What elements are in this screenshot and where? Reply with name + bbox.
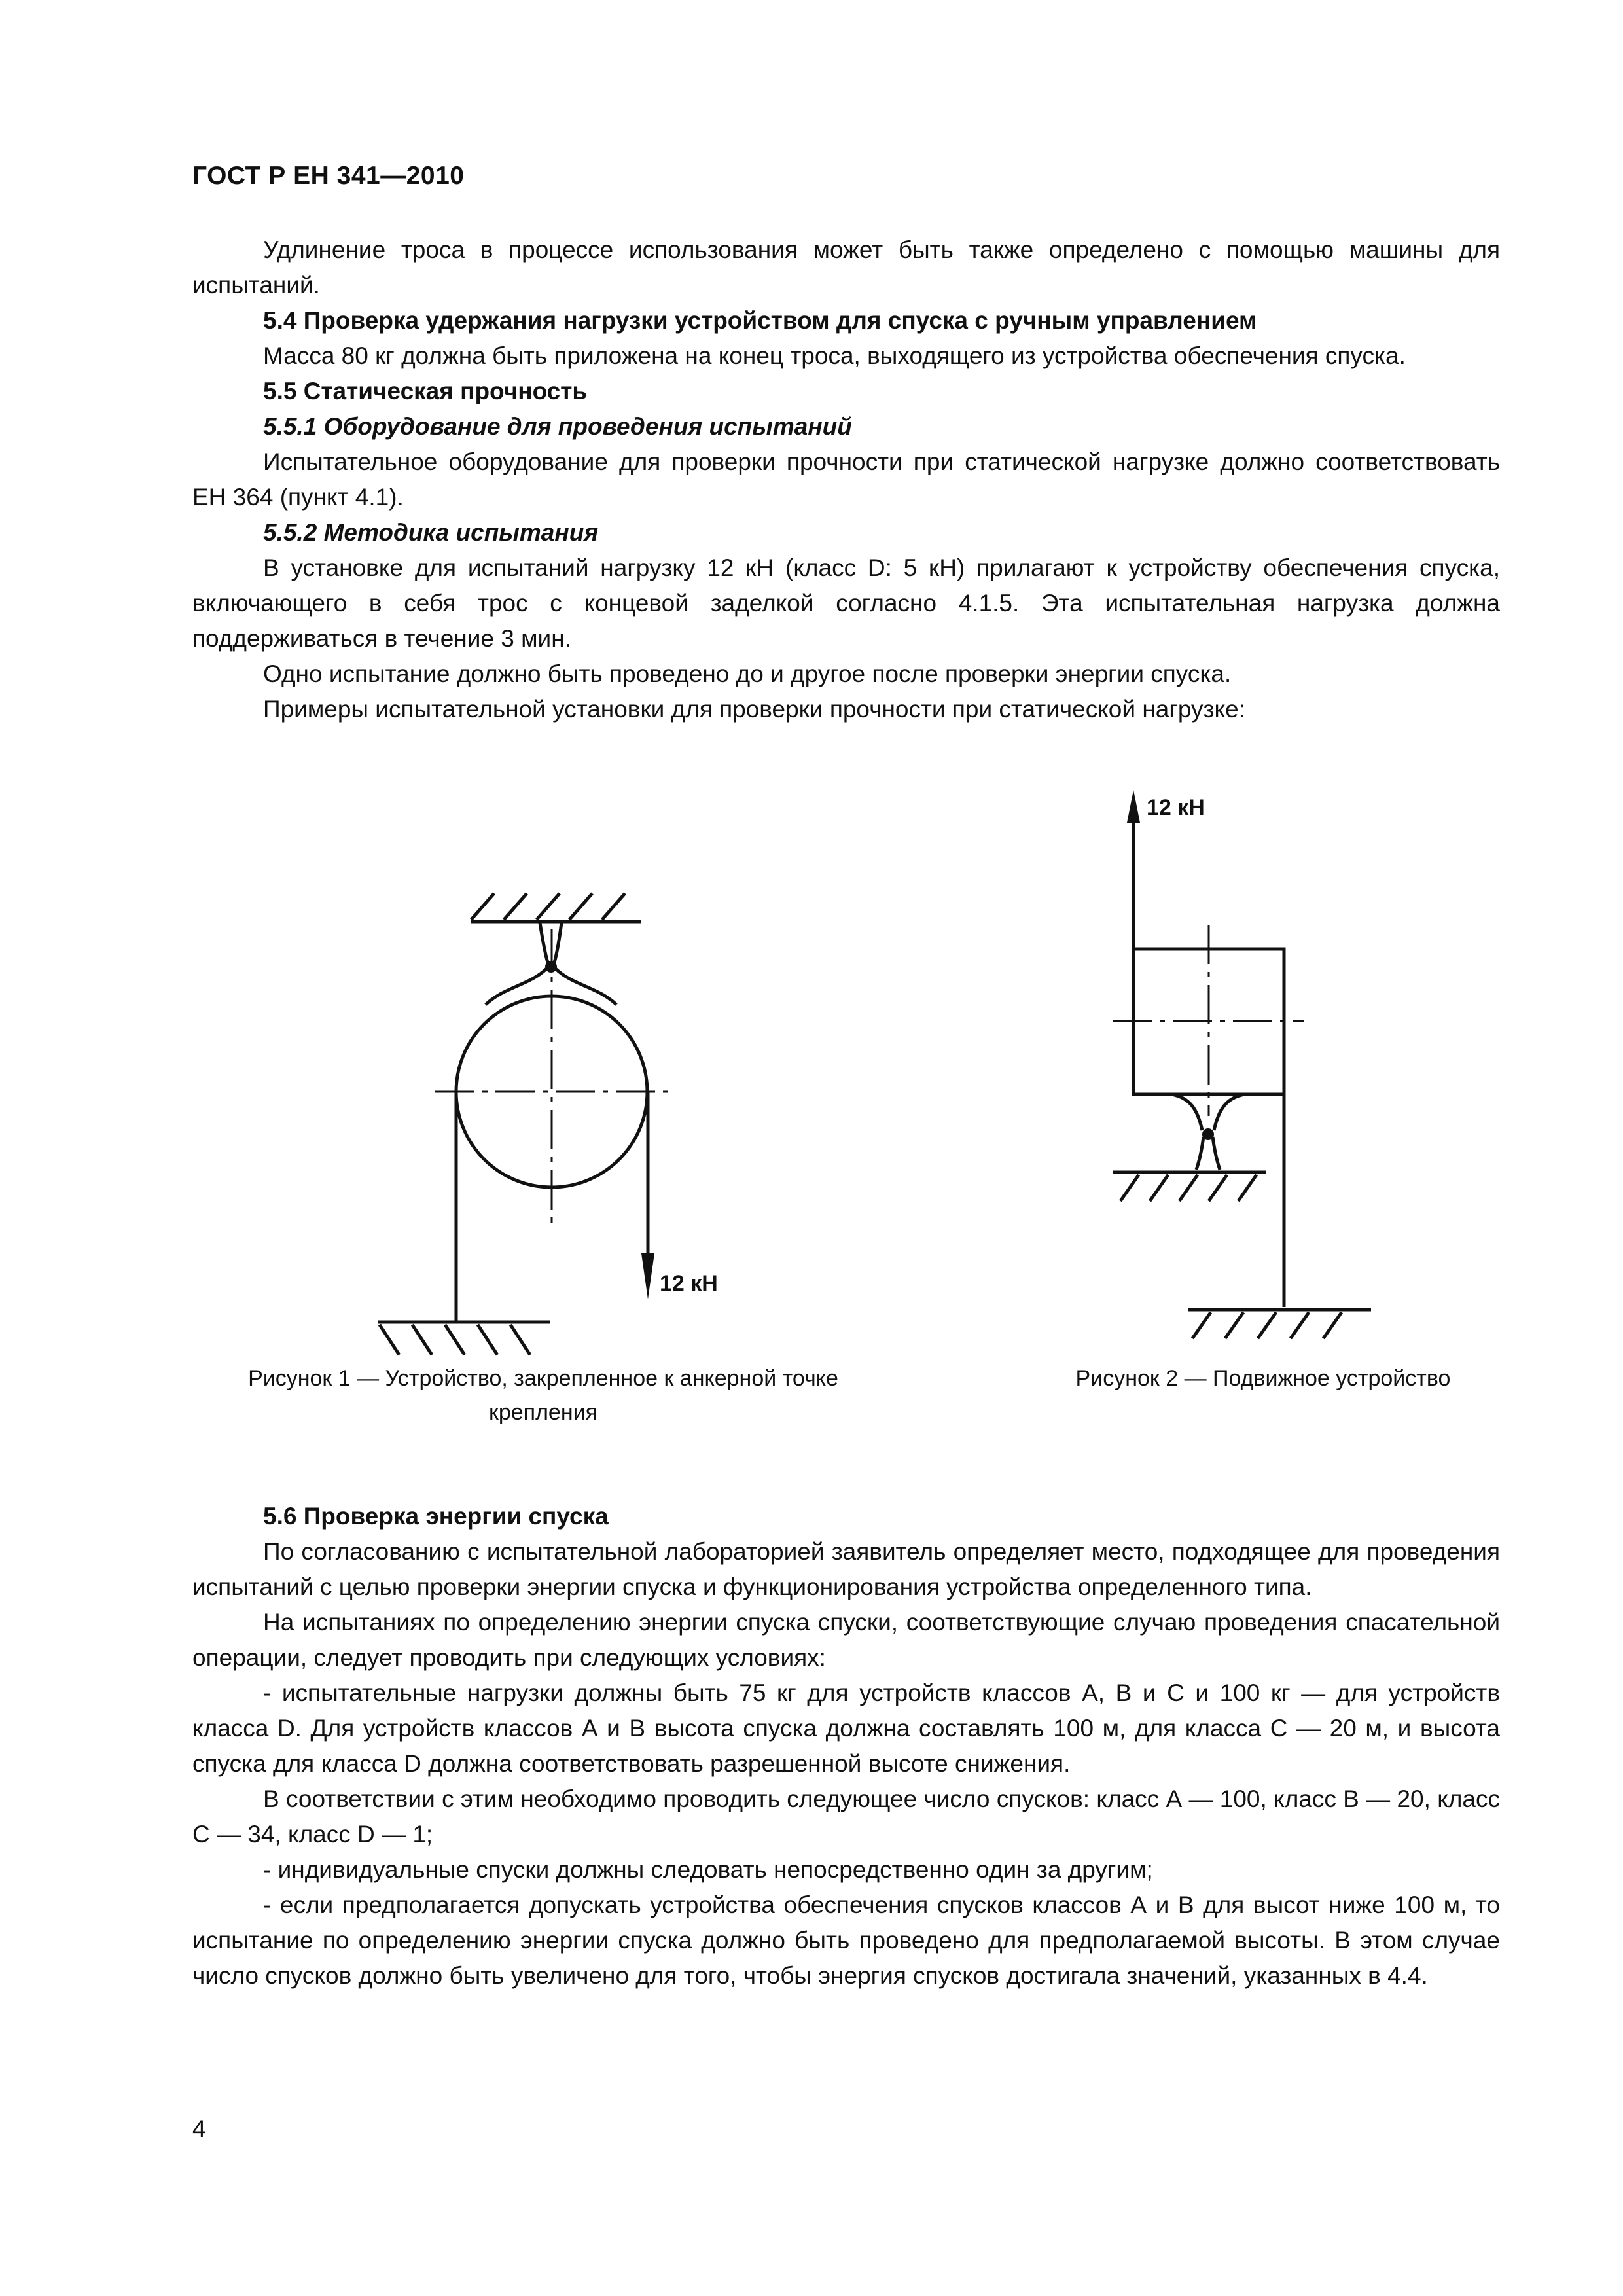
figure-1-diagram [294, 838, 883, 1361]
paragraph-5-5-2-b: Одно испытание должно быть проведено до и другое после проверки энергии спуска. [263, 660, 1232, 687]
paragraph-5-5-2-a: В установке для испытаний нагрузку 12 кН (класс D: 5 кН) прилагают к устройству обеспечения спуска, включающего в себя трос с концевой заделкой согласно 4.1.5. Эта испытательная нагрузка должна поддерживаться в течение 3 мин. [192, 554, 1500, 652]
paragraph-5-6-2: На испытаниях по определению энергии спуска спуски, соответствующие случаю проведения спасательной операции, следует проводить при следующих условиях: [192, 1609, 1500, 1671]
figure-2-diagram [1073, 782, 1466, 1358]
heading-5-5-2: 5.5.2 Методика испытания [263, 519, 599, 546]
heading-5-5-1: 5.5.1 Оборудование для проведения испытаний [263, 413, 852, 440]
heading-5-4: 5.4 Проверка удержания нагрузки устройством для спуска с ручным управлением [263, 307, 1257, 334]
paragraph-5-6-3: - испытательные нагрузки должны быть 75 кг для устройств классов А, В и С и 100 кг — для устройств класса D. Для устройств классов А и В высота спуска должна составлять 100 м, для класса С — 20 м, и высота спуска для класса D должна соответствовать разрешенной высоте снижения. [192, 1679, 1500, 1777]
paragraph-5-4: Масса 80 кг должна быть приложена на конец троса, выходящего из устройства обеспечения спуска. [263, 342, 1406, 369]
figure-2-load-label: 12 кН [1147, 795, 1205, 820]
paragraph-5-6-6: - если предполагается допускать устройства обеспечения спусков классов А и В для высот ниже 100 м, то испытание по определению энергии спуска должно быть проведено для предполагаемой высоты. В этом случае число спусков должно быть увеличено для того, чтобы энергия спусков достигала значений, указанных в 4.4. [192, 1892, 1500, 1989]
heading-5-6: 5.6 Проверка энергии спуска [263, 1503, 609, 1530]
paragraph-5-5-2-c: Примеры испытательной установки для проверки прочности при статической нагрузке: [263, 696, 1245, 723]
figure-1-load-label: 12 кН [660, 1271, 718, 1296]
paragraph-5-6-1: По согласованию с испытательной лабораторией заявитель определяет место, подходящее для проведения испытаний с целью проверки энергии спуска и функционирования устройства определенного типа. [192, 1538, 1500, 1600]
paragraph-5-6-4: В соответствии с этим необходимо проводить следующее число спусков: класс А — 100, класс В — 20, класс С — 34, класс D — 1; [192, 1785, 1500, 1848]
bottom-text-block [192, 1499, 1500, 1994]
top-text-block [192, 232, 1500, 727]
paragraph-5-6-5: - индивидуальные спуски должны следовать непосредственно один за другим; [263, 1856, 1153, 1883]
document-header: ГОСТ Р ЕН 341—2010 [192, 162, 465, 190]
page-number: 4 [192, 2115, 206, 2142]
paragraph-elongation: Удлинение троса в процессе использования может быть также определено с помощью машины для испытаний. [192, 236, 1500, 298]
figure-1-caption: Рисунок 1 — Устройство, закрепленное к анкерной точке крепления [248, 1366, 838, 1425]
heading-5-5: 5.5 Статическая прочность [263, 378, 588, 404]
paragraph-5-5-1: Испытательное оборудование для проверки прочности при статической нагрузке должно соответствовать ЕН 364 (пункт 4.1). [192, 448, 1500, 511]
figure-2-caption: Рисунок 2 — Подвижное устройство [1075, 1366, 1451, 1391]
